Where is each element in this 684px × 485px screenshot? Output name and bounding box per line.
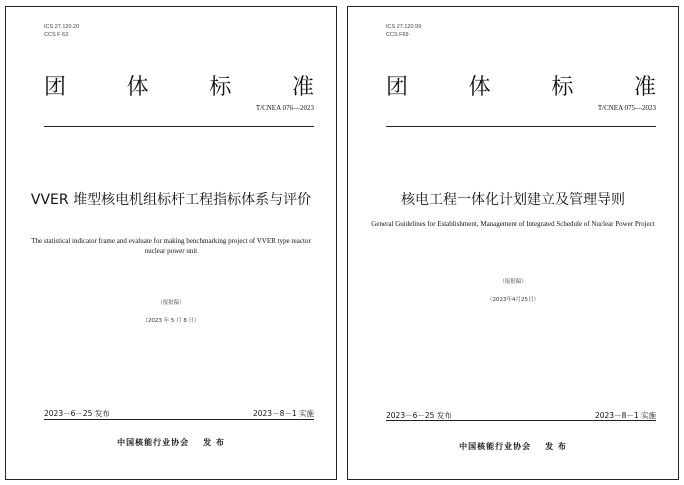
cover-heading <box>386 70 656 101</box>
title-english: The statistical indicator frame and evaluate for making benchmarking project of VVER type reactor nuclear power unit <box>31 237 311 255</box>
draft-date: （2023 年 5 月 8 日） <box>142 318 200 324</box>
heading-char: 团 <box>44 75 67 100</box>
standard-cover-left <box>5 6 337 480</box>
title-chinese: VVER 堆型核电机组标杆工程指标体系与评价 <box>30 192 312 208</box>
draft-status: （报批稿） <box>157 300 185 306</box>
publisher-line <box>348 441 678 452</box>
issue-date: 2023－6－25 发布 <box>386 411 452 420</box>
top-rule <box>386 126 656 127</box>
heading-char: 体 <box>468 75 491 100</box>
heading-char: 标 <box>209 75 232 100</box>
publish-label: 发 布 <box>545 442 567 451</box>
implementation-date: 2023－8－1 实施 <box>594 411 656 420</box>
standard-number: T/CNEA 076—2023 <box>255 104 314 112</box>
heading-char: 标 <box>551 75 574 100</box>
standard-cover-right <box>347 6 679 480</box>
ics-code: ICS 27.120.20 <box>44 24 80 30</box>
bottom-rule <box>386 420 656 421</box>
heading-char: 准 <box>291 75 314 100</box>
heading-char: 准 <box>633 75 656 100</box>
standard-number: T/CNEA 075—2023 <box>597 104 656 112</box>
heading-char: 体 <box>126 75 149 100</box>
title-english: General Guidelines for Establishment, Management of Integrated Schedule of Nuclear Power Project <box>371 220 655 228</box>
publisher-line <box>6 437 336 448</box>
publisher-name: 中国核能行业协会 <box>117 438 190 447</box>
ics-code: ICS 27.120.99 <box>386 24 422 30</box>
cover-heading <box>44 70 314 101</box>
publish-label: 发 布 <box>203 438 225 447</box>
draft-date: （2023年4月25日） <box>487 297 539 303</box>
issue-date: 2023－6－25 发布 <box>44 409 110 418</box>
bottom-rule <box>44 419 314 420</box>
draft-status: （报批稿） <box>499 279 527 285</box>
ccs-code: CCS F69 <box>386 32 409 38</box>
title-chinese: 核电工程一体化计划建立及管理导则 <box>401 192 625 208</box>
heading-char: 团 <box>386 75 409 100</box>
publisher-name: 中国核能行业协会 <box>459 442 532 451</box>
top-rule <box>44 126 314 127</box>
ccs-code: CCS F 63 <box>44 32 69 38</box>
implementation-date: 2023－8－1 实施 <box>252 409 314 418</box>
